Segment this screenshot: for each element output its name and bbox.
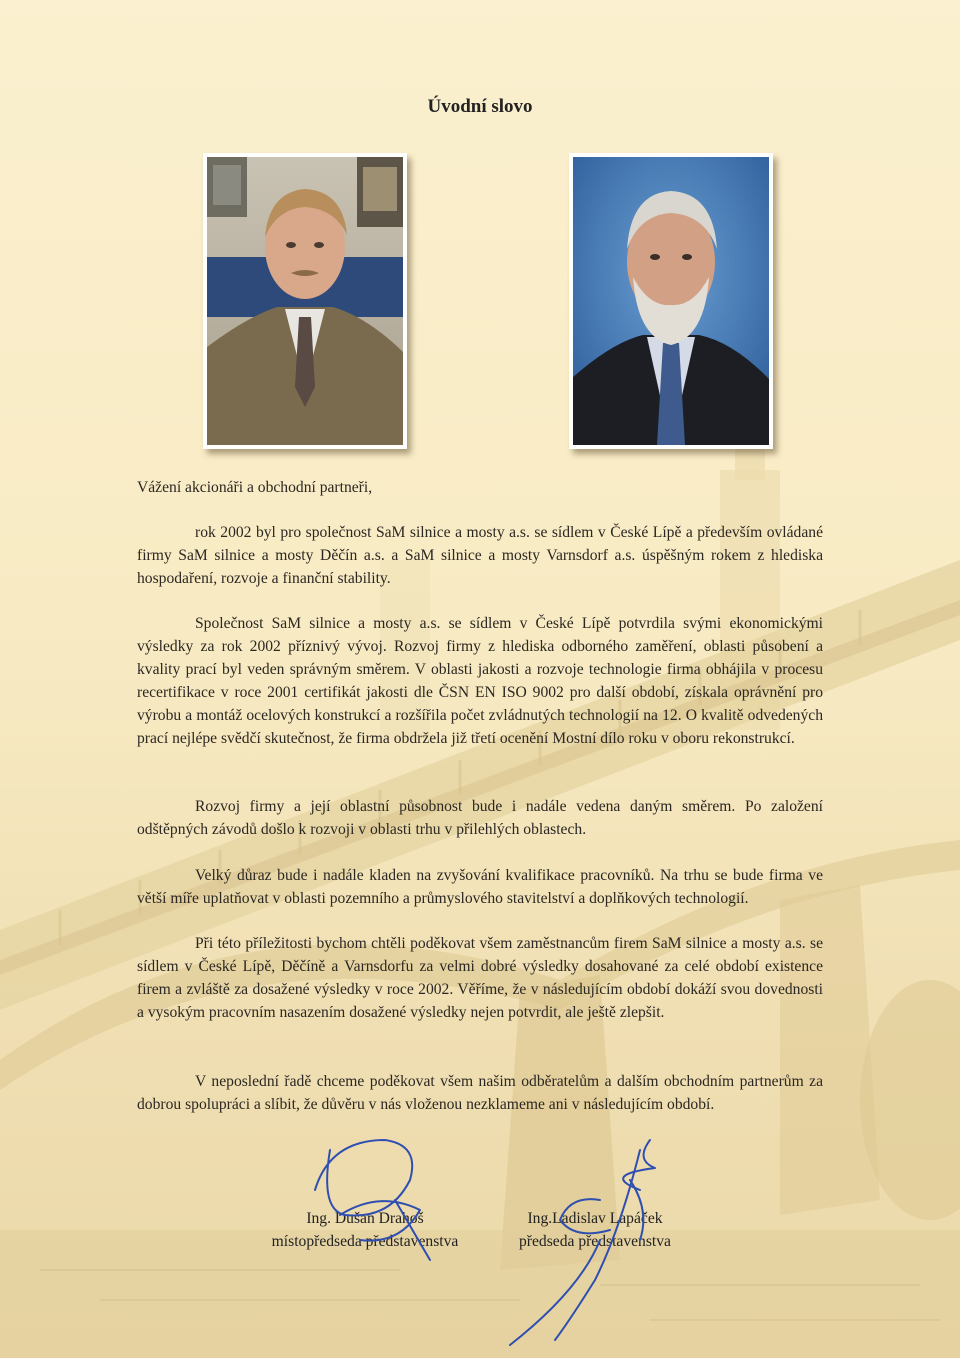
signatory-role: místopředseda představenstva — [271, 1233, 459, 1250]
portrait-photo-icon — [573, 157, 769, 445]
signatory-role: předseda představenstva — [519, 1233, 671, 1250]
signatory-name: Ing.Ladislav Lapáček — [527, 1210, 663, 1227]
signature-left — [250, 1207, 480, 1253]
paragraph-text: rok 2002 byl pro společnost SaM silnice a mosty a.s. se sídlem v České Lípě a především ovládané firmy SaM silnice a mosty Děčín a.s. a SaM silnice a mosty Varnsdorf a.s. úspěšným rokem z hlediska hospodaření, rozvoje a finanční stability. — [137, 524, 823, 587]
signatory-name: Ing. Dušan Drahoš — [306, 1210, 424, 1227]
paragraph-text: Velký důraz bude i nadále kladen na zvyšování kvalifikace pracovníků. Na trhu se bude firma ve větší míře uplatňovat v oblasti pozemního a průmyslového stavitelství a doplňkových technologií. — [137, 867, 823, 907]
portrait-photo-left — [203, 153, 407, 449]
page-title: Úvodní slovo — [427, 96, 533, 117]
paragraph-3 — [137, 795, 823, 841]
paragraph-text: Rozvoj firmy a její oblastní působnost bude i nadále vedena daným směrem. Po založení odštěpných závodů došlo k rozvoji v oblasti trhu v přilehlých oblastech. — [137, 798, 823, 838]
paragraph-text: Při této příležitosti bychom chtěli poděkovat všem zaměstnancům firem SaM silnice a mosty a.s. se sídlem v České Lípě, Děčíně a Varnsdorfu za velmi dobré výsledky dosahované za celé období existence firem a zvláště za dosažené výsledky v roce 2002. Věříme, že v následujícím období dokáží svou dovednosti a vysokým pracovním nasazením dosažené výsledky nejen potvrdit, ale ještě zlepšit. — [137, 935, 823, 1021]
paragraph-text: Společnost SaM silnice a mosty a.s. se sídlem v České Lípě potvrdila svými ekonomickými výsledky za rok 2002 příznivý vývoj. Rozvoj firmy z hlediska odborného zaměření, oblasti působení a kvality prací byl veden správným směrem. V oblasti jakosti a rozvoje technologie firma obhájila v procesu recertifikace v roce 2001 certifikát jakosti dle ČSN EN ISO 9002 pro další období, získala oprávnění pro výrobu a montáž ocelových konstrukcí a rozšířila počet zvládnutých technologií na 12. O kvalitě odvedených prací nejlépe svědčí skutečnost, že firma obdržela již třetí ocenění Mostní dílo roku v oboru rekonstrukcí. — [137, 615, 823, 747]
portrait-photo-right — [569, 153, 773, 449]
paragraph-text: V neposlední řadě chceme poděkovat všem našim odběratelům a dalším obchodním partnerům za dobrou spolupráci a slíbit, že důvěru v nás vloženou nezklameme ani v následujícím období. — [137, 1073, 823, 1113]
paragraph-2 — [137, 612, 823, 750]
paragraph-5 — [137, 932, 823, 1024]
portrait-photo-icon — [207, 157, 403, 445]
greeting-text: Vážení akcionáři a obchodní partneři, — [137, 479, 373, 496]
paragraph-4 — [137, 864, 823, 910]
paragraph-1 — [137, 521, 823, 590]
paragraph-6 — [137, 1070, 823, 1116]
greeting — [137, 476, 823, 499]
signature-right — [500, 1207, 690, 1253]
